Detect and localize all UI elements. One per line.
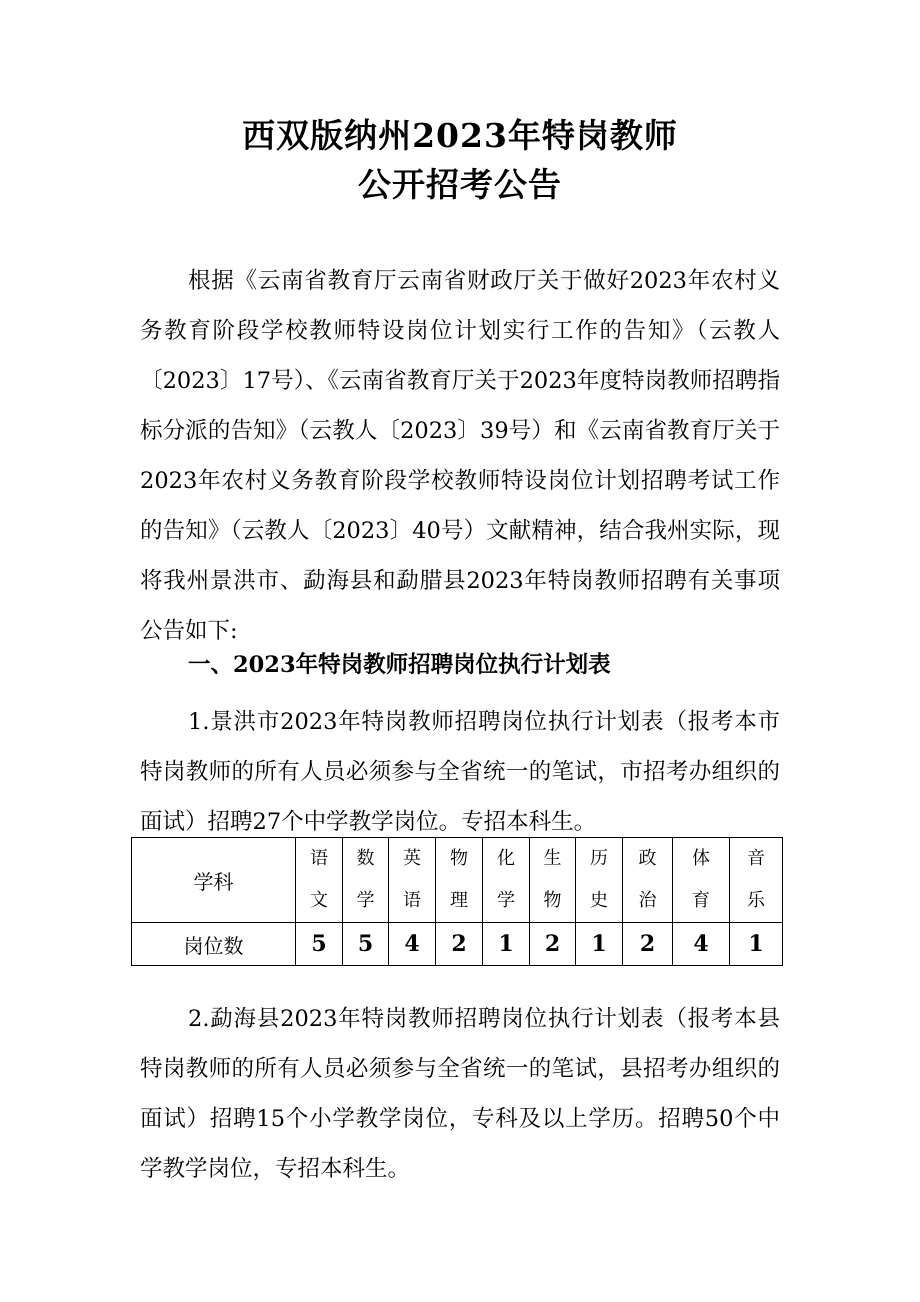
- subject-cell: [296, 838, 343, 923]
- subject-label: 音乐: [747, 848, 765, 911]
- count-cell: 2: [436, 923, 483, 966]
- count-header-cell: 岗位数: [132, 923, 296, 966]
- count-cell: 1: [576, 923, 623, 966]
- subject-cell: [343, 838, 389, 923]
- subject-label: 体育: [692, 848, 710, 911]
- table-header-row: [132, 838, 783, 923]
- subject-label: 政治: [638, 848, 657, 911]
- subject-cell: [623, 838, 673, 923]
- subject-label: 历史: [590, 848, 608, 911]
- subject-cell: [436, 838, 483, 923]
- subject-label: 数学: [356, 848, 375, 911]
- count-cell: 4: [389, 923, 436, 966]
- subject-label: 生物: [543, 848, 562, 911]
- table-count-row: [132, 923, 783, 966]
- subject-label: 物理: [450, 848, 468, 911]
- subject-label: 语文: [310, 848, 328, 911]
- count-cell: 1: [483, 923, 530, 966]
- subject-cell: [483, 838, 530, 923]
- count-cell: 5: [343, 923, 389, 966]
- subject-cell: [730, 838, 783, 923]
- count-cell: 4: [673, 923, 730, 966]
- subject-label: 英语: [403, 848, 421, 911]
- count-cell: 5: [296, 923, 343, 966]
- subject-cell: [673, 838, 730, 923]
- subject-cell: [576, 838, 623, 923]
- item2-paragraph: 2.勐海县2023年特岗教师招聘岗位执行计划表（报考本县特岗教师的所有人员必须参与全省统一的笔试，县招考办组织的面试）招聘15个小学教学岗位，专科及以上学历。招聘50个中学教学岗位，专招本科生。: [140, 1006, 780, 1182]
- position-plan-table: [131, 837, 783, 966]
- section-heading: 一、2023年特岗教师招聘岗位执行计划表: [188, 652, 611, 678]
- count-cell: 2: [623, 923, 673, 966]
- document-title-line1: 西双版纳州2023年特岗教师: [242, 116, 678, 155]
- item1-paragraph: 1.景洪市2023年特岗教师招聘岗位执行计划表（报考本市特岗教师的所有人员必须参与全省统一的笔试，市招考办组织的面试）招聘27个中学教学岗位。专招本科生。: [140, 709, 780, 835]
- intro-paragraph: 根据《云南省教育厅云南省财政厅关于做好2023年农村义务教育阶段学校教师特设岗位计划实行工作的告知》（云教人〔2023〕17号）、《云南省教育厅关于2023年度特岗教师招聘指标分派的告知》（云教人〔2023〕39号）和《云南省教育厅关于2023年农村义务教育阶段学校教师特设岗位计划招聘考试工作的告知》（云教人〔2023〕40号）文献精神，结合我州实际，现将我州景洪市、勐海县和勐腊县2023年特岗教师招聘有关事项公告如下:: [140, 268, 780, 644]
- subject-cell: [389, 838, 436, 923]
- document-title-line2: 公开招考公告: [358, 165, 562, 204]
- subject-label: 化学: [497, 848, 515, 911]
- subject-header-cell: 学科: [132, 838, 296, 923]
- count-cell: 1: [730, 923, 783, 966]
- count-cell: 2: [530, 923, 576, 966]
- subject-cell: [530, 838, 576, 923]
